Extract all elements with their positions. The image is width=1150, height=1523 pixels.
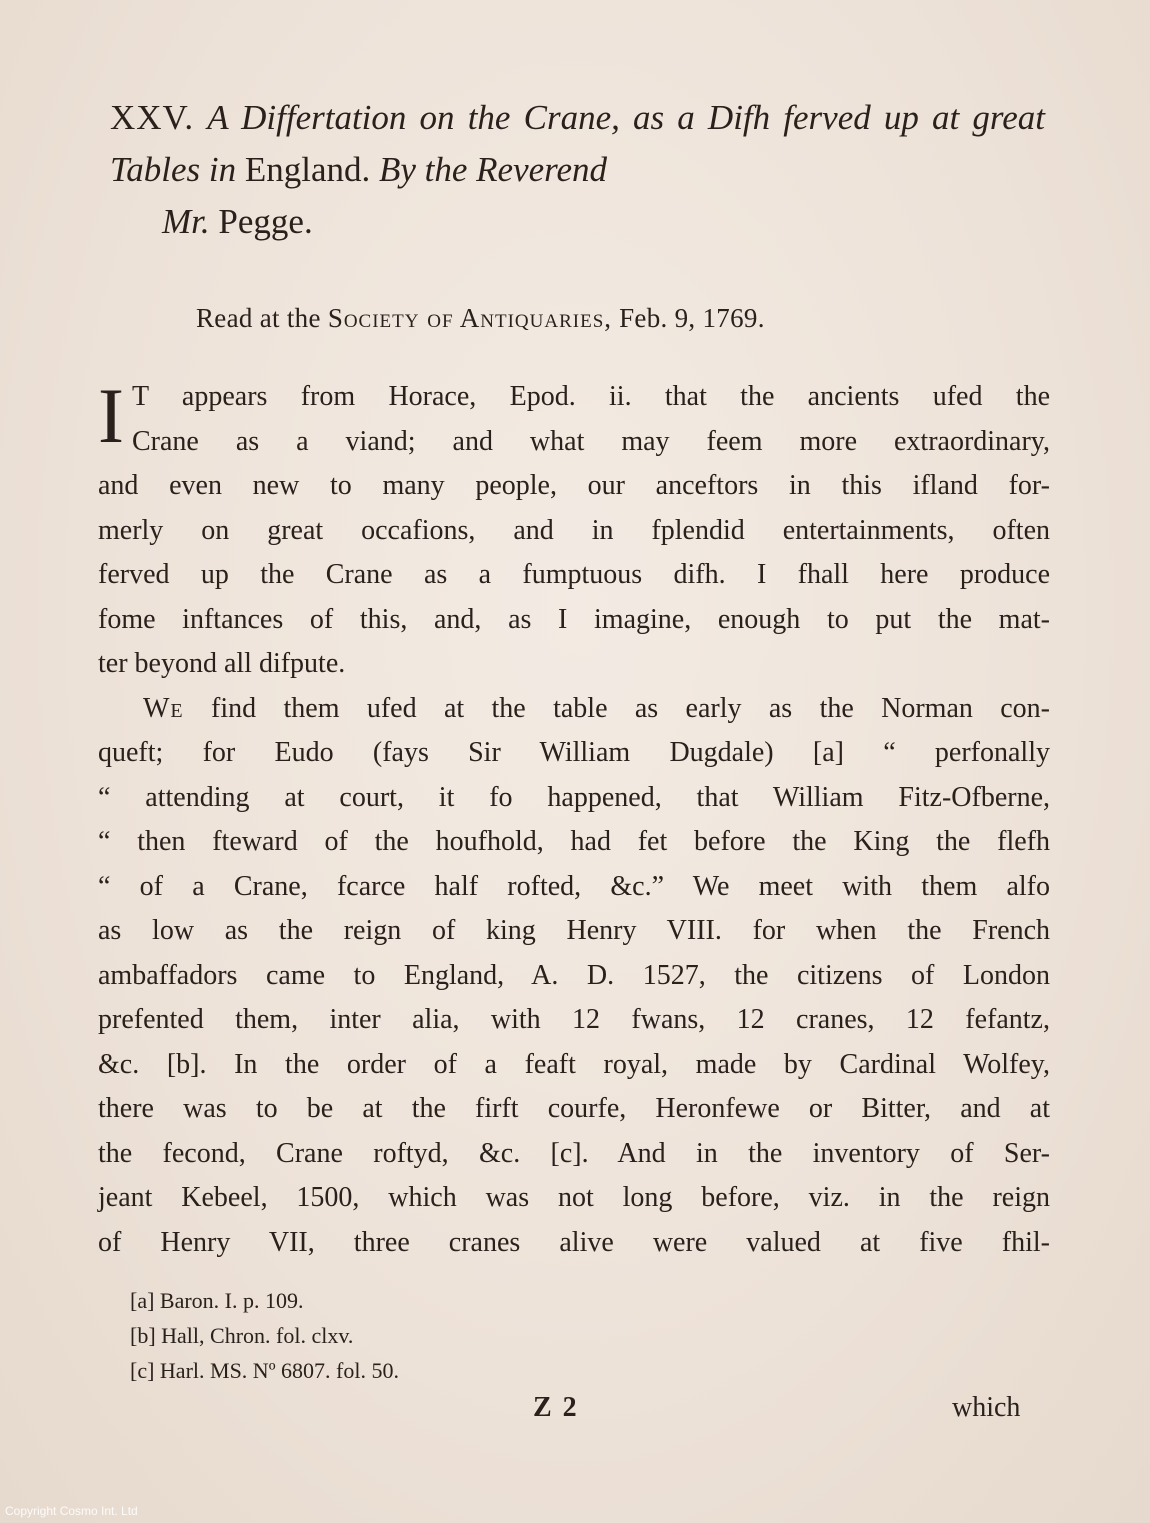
body-line-3: and even new to many people, our anceftors in this ifland for-: [98, 470, 1050, 501]
body-line-7: ter beyond all difpute.: [98, 648, 346, 679]
body-line-14: ambaffadors came to England, A. D. 1527, the citizens of London: [98, 959, 1050, 991]
body-line-19: jeant Kebeel, 1500, which was not long before, viz. in the reign: [98, 1182, 1050, 1213]
body-line-11: “ then fteward of the houfhold, had fet before the King the flefh: [98, 826, 1050, 857]
read-line-date: Feb. 9, 1769.: [619, 303, 765, 333]
body-line-5: ferved up the Crane as a fumptuous difh. I fhall here produce: [98, 559, 1050, 590]
body-line-12: “ of a Crane, fcarce half rofted, &c.” We meet with them alfo: [98, 870, 1050, 902]
show-through-texture: [120, 0, 126, 44]
catchword: which: [952, 1392, 1021, 1423]
body-line-20: of Henry VII, three cranes alive were valued at five fhil-: [98, 1226, 1050, 1258]
body-line-9: queft; for Eudo (fays Sir William Dugdale) [a] “ perfonally: [98, 737, 1050, 768]
copyright-watermark: Copyright Cosmo Int. Ltd: [5, 1504, 138, 1518]
read-line: [196, 303, 986, 334]
drop-cap: I: [98, 372, 124, 459]
article-title: [110, 92, 1045, 248]
footnotes: [130, 1283, 399, 1388]
body-line-10: “ attending at court, it fo happened, that William Fitz-Ofberne,: [98, 781, 1050, 813]
footnote-a: [a] Baron. I. p. 109.: [130, 1288, 304, 1313]
we-smallcaps: We: [143, 692, 184, 724]
body-line-17: there was to be at the firft courfe, Heronfewe or Bitter, and at: [98, 1093, 1050, 1124]
body-line-13: as low as the reign of king Henry VIII. for when the French: [98, 915, 1050, 946]
body-text: [98, 372, 1051, 1265]
body-line-2: Crane as a viand; and what may feem more extraordinary,: [131, 425, 1050, 457]
body-line-1: [98, 375, 1050, 420]
title-author: Pegge.: [218, 202, 313, 241]
footnote-c: [c] Harl. MS. Nº 6807. fol. 50.: [130, 1358, 399, 1383]
body-line-8-text: find them ufed at the table as early as the Norman con-: [211, 692, 1051, 724]
body-line-4: merly on great occafions, and in fplendid entertainments, often: [98, 514, 1050, 546]
read-line-society: Society of Antiquaries,: [327, 303, 613, 333]
footnote-b: [b] Hall, Chron. fol. clxv.: [130, 1323, 354, 1348]
article-number: XXV.: [110, 98, 195, 137]
title-text-part2: By the Reverend: [379, 150, 608, 189]
signature-mark: Z 2: [533, 1392, 579, 1423]
body-line-15: prefented them, inter alia, with 12 fwans, 12 cranes, 12 fefantz,: [98, 1004, 1050, 1035]
read-line-prefix: Read at the: [196, 303, 321, 333]
title-country: England.: [244, 150, 371, 189]
body-line-1-text: appears from Horace, Epod. ii. that the ancients ufed the: [181, 381, 1051, 412]
body-line-8: [98, 687, 1050, 732]
title-mr: Mr.: [162, 202, 210, 241]
first-word-rest: T: [131, 381, 149, 412]
body-line-18: the fecond, Crane roftyd, &c. [c]. And in the inventory of Ser-: [98, 1137, 1050, 1169]
title-text-part1: A Differtation on the Crane, as a Difh ferved up at great Tables in: [110, 98, 1045, 189]
body-line-6: fome inftances of this, and, as I imagine, enough to put the mat-: [98, 603, 1050, 635]
body-line-16: &c. [b]. In the order of a feaft royal, made by Cardinal Wolfey,: [98, 1048, 1050, 1080]
